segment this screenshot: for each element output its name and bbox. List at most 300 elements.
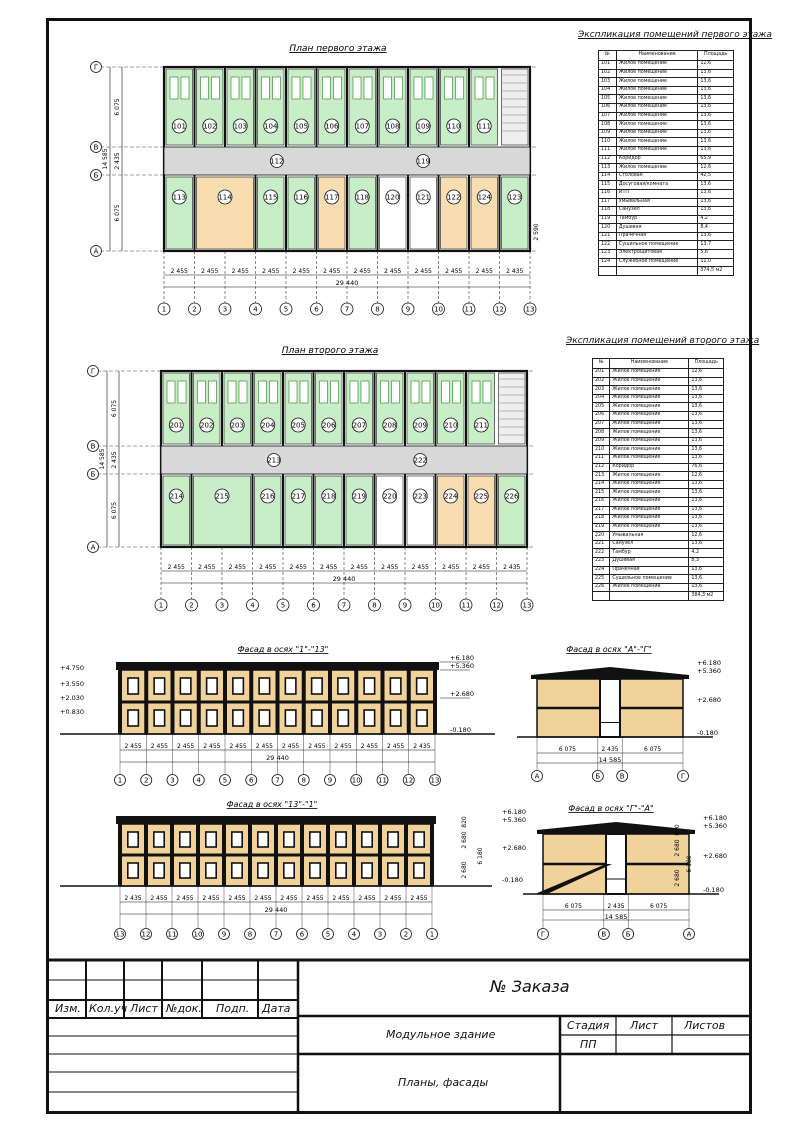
dim-total: 29 440 <box>264 906 288 914</box>
table-cell: 205 <box>593 403 610 412</box>
dim-text: 2 455 <box>289 564 307 571</box>
axis-number-label: 1 <box>161 305 167 314</box>
axis-number-label: 6 <box>249 776 254 785</box>
level-mark: +2.680 <box>502 844 527 852</box>
facade4-title: Фасад в осях "Г"-"А" <box>568 804 654 813</box>
dim-text: 2 680 <box>461 831 468 849</box>
dim-text: 14 585 <box>99 448 106 470</box>
table-cell: 101 <box>599 61 617 70</box>
dim-text: 6 075 <box>114 204 121 222</box>
level-mark: +5.360 <box>697 667 722 675</box>
table-cell: 102 <box>599 69 617 78</box>
axis-number-label: 8 <box>301 776 306 785</box>
room-number-label: 213 <box>267 456 281 465</box>
table-cell: 118 <box>599 207 617 216</box>
table-cell: 8,4 <box>698 224 734 233</box>
dim-text: 2 455 <box>381 564 399 571</box>
room-number-label: 102 <box>203 122 217 131</box>
room-number-label: 104 <box>264 122 278 131</box>
room-number-label: 114 <box>218 193 232 202</box>
table-cell: 13,6 <box>689 489 724 498</box>
table-cell: 4,2 <box>689 549 724 558</box>
axis-number-label: 1 <box>429 930 435 939</box>
expl2-title: Экспликация помещений второго этажа <box>566 336 760 346</box>
level-mark: -0.180 <box>502 876 523 884</box>
room-number-label: 208 <box>383 421 397 430</box>
dim-text: 2 455 <box>410 895 428 902</box>
level-mark: +3.550 <box>60 680 85 688</box>
expl-header-cell: Площадь <box>689 359 724 369</box>
dim-text: 2 455 <box>167 564 185 571</box>
axis-number-label: 2 <box>192 305 197 314</box>
level-mark: -0.180 <box>697 729 718 737</box>
expl-header-cell: Наименование <box>610 359 689 369</box>
table-cell: 223 <box>593 558 610 567</box>
axis-number-label: 10 <box>193 930 203 939</box>
dim-text: 2 455 <box>255 743 273 750</box>
table-cell: 13,6 <box>689 454 724 463</box>
axis-number-label: 6 <box>311 601 316 610</box>
axis-number-label: 9 <box>402 601 408 610</box>
dim-text: 2 455 <box>384 895 402 902</box>
dim-text: 6 075 <box>111 501 118 520</box>
axis-number-label: 7 <box>275 776 280 785</box>
axis-number-label: 11 <box>464 305 474 314</box>
table-cell: 108 <box>599 121 617 130</box>
dim-text: 2 455 <box>231 268 249 275</box>
table-cell: Жилое помещение <box>610 429 689 438</box>
level-mark: +6.180 <box>703 814 728 822</box>
room-number-label: 107 <box>355 122 369 131</box>
dim-text: 2 455 <box>228 895 246 902</box>
table-cell: Душевая <box>610 558 689 567</box>
order-number-label: № Заказа <box>490 977 570 996</box>
dim-text: 2 435 <box>111 451 118 469</box>
axis-number-label: 9 <box>405 305 411 314</box>
room-number-label: 222 <box>413 456 427 465</box>
table-cell: Жилое помещение <box>610 446 689 455</box>
room-number-label: 215 <box>215 492 229 501</box>
table-cell: 13,6 <box>698 207 734 216</box>
axis-number-label: 4 <box>253 305 258 314</box>
table-cell: 13,6 <box>689 497 724 506</box>
table-cell: 13,6 <box>689 506 724 515</box>
dim-text: 2 455 <box>280 895 298 902</box>
table-cell: 104 <box>599 86 617 95</box>
dim-text: 2 455 <box>262 268 280 275</box>
table-cell: Жилое помещение <box>610 377 689 386</box>
room-number-label: 201 <box>169 421 183 430</box>
room-number-label: 226 <box>505 492 519 501</box>
dim-text: 2 435 <box>114 152 121 170</box>
dim-text: 2 455 <box>334 743 352 750</box>
table-cell: 13,6 <box>689 583 724 592</box>
dim-text: 2 455 <box>229 743 247 750</box>
axis-number-label: 2 <box>144 776 149 785</box>
axis-number-label: 4 <box>351 930 357 939</box>
table-cell: Жилое помещение <box>610 497 689 506</box>
table-cell: Коридор <box>610 463 689 472</box>
axis-number-label: 7 <box>273 930 279 939</box>
dim-text: 2 455 <box>203 743 221 750</box>
table-cell: Жилое помещение <box>616 138 697 147</box>
level-mark: +2.030 <box>60 694 85 702</box>
table-cell: 13,6 <box>698 138 734 147</box>
table-cell: 110 <box>599 138 617 147</box>
dim-text: 6 075 <box>558 746 577 753</box>
table-cell: 215 <box>593 489 610 498</box>
table-cell: Столовая <box>616 172 697 181</box>
table-cell: 12,6 <box>689 369 724 378</box>
axis-number-label: 5 <box>325 930 331 939</box>
level-mark: +0.830 <box>60 708 85 716</box>
table-cell: 107 <box>599 112 617 121</box>
table-cell: 122 <box>599 241 617 250</box>
table-cell: 116 <box>599 189 617 198</box>
table-cell: 211 <box>593 454 610 463</box>
dim-text: 2 455 <box>124 743 142 750</box>
table-cell: 13,6 <box>698 103 734 112</box>
dim-text: 2 435 <box>506 268 524 275</box>
table-cell: Жилое помещение <box>616 103 697 112</box>
axis-letter-label: Г <box>90 367 96 376</box>
facade1-title: Фасад в осях "1"-"13" <box>237 645 329 654</box>
table-cell: 12,6 <box>689 472 724 481</box>
table-cell: 13,6 <box>689 480 724 489</box>
axis-number-label: 6 <box>314 305 319 314</box>
table-cell: 13,6 <box>689 377 724 386</box>
dim-text: 6 075 <box>644 746 662 753</box>
dim-text: 2 455 <box>308 743 326 750</box>
axis-number-label: 3 <box>377 930 383 939</box>
axis-number-label: 3 <box>170 776 175 785</box>
table-cell: Жилое помещение <box>610 454 689 463</box>
table-cell: Жилое помещение <box>610 386 689 395</box>
table-cell: 117 <box>599 198 617 207</box>
dim-text: 2 455 <box>259 564 277 571</box>
axis-number-label: 13 <box>430 776 440 785</box>
dim-text: 6 075 <box>111 399 118 418</box>
axis-number-label: 1 <box>158 601 164 610</box>
facade2-title: Фасад в осях "А"-"Г" <box>566 645 652 654</box>
table-cell: 210 <box>593 446 610 455</box>
room-number-label: 223 <box>413 492 427 501</box>
dim-text: 2 455 <box>411 564 429 571</box>
stamp-col-izm: Изм. <box>55 1002 81 1015</box>
room-number-label: 203 <box>230 421 244 430</box>
axis-number-label: 10 <box>434 305 443 314</box>
table-cell: Жилое помещение <box>616 112 697 121</box>
room-number-label: 105 <box>294 122 308 131</box>
table-cell: 13,6 <box>698 181 734 190</box>
table-cell: Жилое помещение <box>610 394 689 403</box>
room-number-label: 119 <box>416 157 430 166</box>
axis-number-label: 13 <box>522 601 532 610</box>
table-cell: 13,6 <box>698 69 734 78</box>
expl-header-cell: Наименование <box>616 51 697 61</box>
axis-number-label: 2 <box>189 601 194 610</box>
table-cell: Жилое помещение <box>610 420 689 429</box>
table-cell: Прачечная <box>610 566 689 575</box>
stage-header: Стадия <box>567 1019 610 1032</box>
table-cell: 103 <box>599 78 617 87</box>
table-cell: 13,7 <box>698 241 734 250</box>
table-cell: 13,6 <box>689 429 724 438</box>
stamp-col-list: Лист <box>130 1002 158 1015</box>
table-cell: 13,6 <box>698 198 734 207</box>
dim-text: 2 680 <box>461 861 468 879</box>
axis-letter-label: В <box>90 442 96 451</box>
level-mark: -0.180 <box>450 726 471 734</box>
table-cell: 114 <box>599 172 617 181</box>
table-cell: 13,6 <box>689 515 724 524</box>
level-mark: +4.750 <box>60 664 85 672</box>
axis-number-label: 7 <box>341 601 347 610</box>
table-cell: Прачечная <box>616 232 697 241</box>
dim-text: 2 455 <box>445 268 463 275</box>
table-cell: 218 <box>593 515 610 524</box>
table-total-cell: 374,5 м2 <box>698 267 734 276</box>
table-cell: 219 <box>593 523 610 532</box>
axis-number-label: 10 <box>351 776 361 785</box>
dim-total: 29 440 <box>335 279 359 287</box>
room-number-label: 106 <box>325 122 339 131</box>
table-cell: 112 <box>599 155 617 164</box>
expl-header-cell: № <box>599 51 617 61</box>
table-cell: 202 <box>593 377 610 386</box>
table-cell: Жилое помещение <box>616 69 697 78</box>
dim-text: 14 585 <box>102 148 109 170</box>
dim-text: 2 455 <box>150 895 168 902</box>
table-cell: 225 <box>593 575 610 584</box>
dim-text: 2 435 <box>607 903 625 910</box>
axis-number-label: 4 <box>196 776 201 785</box>
dim-total: 29 440 <box>266 754 289 762</box>
table-cell: 13,6 <box>689 386 724 395</box>
table-cell: Служебное помещение <box>616 258 697 267</box>
room-number-label: 113 <box>172 193 186 202</box>
table-cell: Жилое помещение <box>610 411 689 420</box>
table-cell: 13,6 <box>689 540 724 549</box>
expl-header-cell: № <box>593 359 610 369</box>
table-total-cell: 384,3 м2 <box>689 592 724 601</box>
dim-text: 2 435 <box>601 746 619 753</box>
axis-number-label: 5 <box>280 601 286 610</box>
table-cell: Душевая <box>616 224 697 233</box>
dim-total: 14 585 <box>598 756 622 764</box>
stamp-col-ndok: №док. <box>166 1002 202 1015</box>
table-cell: ИТП <box>616 189 697 198</box>
dim-text: 820 <box>461 816 468 828</box>
axis-number-label: 6 <box>299 930 305 939</box>
table-cell: 12,6 <box>689 532 724 541</box>
dim-text: 2 455 <box>350 564 368 571</box>
axis-number-label: 9 <box>327 776 333 785</box>
table-cell: 113 <box>599 164 617 173</box>
dim-text: 2 455 <box>198 564 216 571</box>
table-cell: Жилое помещение <box>610 472 689 481</box>
table-cell: 13,6 <box>698 189 734 198</box>
table-cell: Досуговая/комната <box>616 181 697 190</box>
room-number-label: 216 <box>261 492 275 501</box>
room-number-label: 220 <box>383 492 397 501</box>
dim-text: 2 455 <box>201 268 219 275</box>
room-number-label: 225 <box>474 492 488 501</box>
stamp-col-podp: Подп. <box>216 1002 250 1015</box>
stamp-col-data: Дата <box>262 1002 291 1015</box>
table-cell: Санузел <box>616 207 697 216</box>
dim-text: 2 455 <box>475 268 493 275</box>
table-cell: 13,6 <box>698 121 734 130</box>
room-number-label: 207 <box>352 421 366 430</box>
dim-text: 2 455 <box>282 743 300 750</box>
level-mark: +2.680 <box>450 690 475 698</box>
axis-number-label: 2 <box>403 930 409 939</box>
room-number-label: 116 <box>294 193 308 202</box>
room-number-label: 214 <box>169 492 183 501</box>
table-cell: Тамбур <box>610 549 689 558</box>
dim-text: 2 455 <box>292 268 310 275</box>
axis-number-label: 1 <box>117 776 123 785</box>
axis-number-label: 12 <box>141 930 151 939</box>
room-number-label: 204 <box>261 421 275 430</box>
room-number-label: 120 <box>386 193 400 202</box>
room-number-label: 122 <box>447 193 461 202</box>
table-cell: 76,6 <box>689 463 724 472</box>
table-cell: 13,6 <box>698 146 734 155</box>
table-cell: 4,2 <box>698 215 734 224</box>
axis-letter-label: А <box>93 247 99 256</box>
table-cell: 13,6 <box>689 420 724 429</box>
table-cell: Жилое помещение <box>616 146 697 155</box>
sheet-title: Планы, фасады <box>398 1076 489 1089</box>
table-cell: Жилое помещение <box>610 369 689 378</box>
room-number-label: 124 <box>477 193 491 202</box>
dim-text: 2 680 <box>674 869 681 887</box>
axis-number-label: 8 <box>247 930 253 939</box>
table-cell: Жилое помещение <box>610 403 689 412</box>
table-cell: Жилое помещение <box>610 515 689 524</box>
room-number-label: 118 <box>355 193 369 202</box>
axis-number-label: 11 <box>167 930 177 939</box>
table-cell: Жилое помещение <box>616 78 697 87</box>
level-mark: -0.180 <box>703 886 724 894</box>
axis-number-label: 7 <box>344 305 350 314</box>
dim-text: 2 455 <box>384 268 402 275</box>
room-number-label: 112 <box>270 157 284 166</box>
table-cell: 13,6 <box>689 411 724 420</box>
axis-number-label: 13 <box>115 930 125 939</box>
dim-text: 2 455 <box>353 268 371 275</box>
level-mark: +6.180 <box>502 808 527 816</box>
expl1-title: Экспликация помещений первого этажа <box>578 30 772 40</box>
room-number-label: 224 <box>444 492 458 501</box>
room-number-label: 219 <box>352 492 366 501</box>
dim-text: 2 455 <box>472 564 490 571</box>
room-number-label: 110 <box>447 122 461 131</box>
dim-text: 6 180 <box>477 847 484 865</box>
dim-text: 2 680 <box>674 839 681 857</box>
table-cell: 209 <box>593 437 610 446</box>
axis-letter-label: Г <box>540 930 546 939</box>
dim-text: 2 590 <box>533 223 540 241</box>
stage-value: ПП <box>580 1038 597 1051</box>
table-cell: 220 <box>593 532 610 541</box>
dim-text: 2 455 <box>306 895 324 902</box>
table-cell: 13,6 <box>689 575 724 584</box>
table-cell: 213 <box>593 472 610 481</box>
axis-number-label: 11 <box>461 601 471 610</box>
room-number-label: 109 <box>416 122 430 131</box>
axis-letter-label: Г <box>680 772 686 781</box>
level-mark: +2.680 <box>703 852 728 860</box>
axis-letter-label: Б <box>90 470 96 479</box>
table-cell: Электрощитовая <box>616 250 697 259</box>
plan1-title: План первого этажа <box>289 44 387 54</box>
table-cell: 124 <box>599 258 617 267</box>
table-cell: 13,6 <box>689 566 724 575</box>
dim-text: 2 455 <box>358 895 376 902</box>
axis-number-label: 8 <box>372 601 377 610</box>
axis-letter-label: А <box>534 772 540 781</box>
table-cell: 120 <box>599 224 617 233</box>
table-cell: 115 <box>599 181 617 190</box>
axis-letter-label: В <box>601 930 607 939</box>
table-cell: 12,6 <box>698 61 734 70</box>
axis-number-label: 11 <box>378 776 387 785</box>
table-cell: Тамбур <box>616 215 697 224</box>
axis-letter-label: В <box>93 143 99 152</box>
table-cell: 123 <box>599 250 617 259</box>
axis-number-label: 5 <box>283 305 289 314</box>
table-cell: 5,6 <box>698 250 734 259</box>
level-mark: +5.360 <box>450 662 475 670</box>
dim-text: 2 455 <box>360 743 378 750</box>
table-cell: Жилое помещение <box>616 86 697 95</box>
dim-text: 2 455 <box>228 564 246 571</box>
table-cell: Жилое помещение <box>610 489 689 498</box>
table-cell: Сушильное помещение <box>616 241 697 250</box>
dim-total: 14 585 <box>604 913 628 921</box>
axis-letter-label: А <box>90 543 96 552</box>
table-cell: 111 <box>599 146 617 155</box>
axis-number-label: 13 <box>525 305 535 314</box>
room-number-label: 217 <box>291 492 305 501</box>
table-cell: Жилое помещение <box>610 583 689 592</box>
table-cell: 65,9 <box>698 155 734 164</box>
table-cell: 13,6 <box>698 232 734 241</box>
dim-text: 2 435 <box>503 564 521 571</box>
level-mark: +5.360 <box>502 816 527 824</box>
room-number-label: 205 <box>291 421 305 430</box>
stamp-col-koluch: Кол.уч <box>89 1002 128 1015</box>
axis-letter-label: Б <box>93 171 99 180</box>
table-cell: 224 <box>593 566 610 575</box>
room-number-label: 103 <box>233 122 247 131</box>
table-cell: 13,6 <box>698 78 734 87</box>
facade3-title: Фасад в осях "13"-"1" <box>226 800 318 809</box>
table-cell: 121 <box>599 232 617 241</box>
sheet-header: Лист <box>630 1019 658 1032</box>
axis-letter-label: Б <box>595 772 601 781</box>
table-cell: Жилое помещение <box>610 437 689 446</box>
table-cell: Коридор <box>616 155 697 164</box>
room-number-label: 101 <box>172 122 186 131</box>
dim-text: 2 455 <box>202 895 220 902</box>
dim-text: 2 455 <box>332 895 350 902</box>
table-cell: 105 <box>599 95 617 104</box>
room-number-label: 121 <box>416 193 430 202</box>
